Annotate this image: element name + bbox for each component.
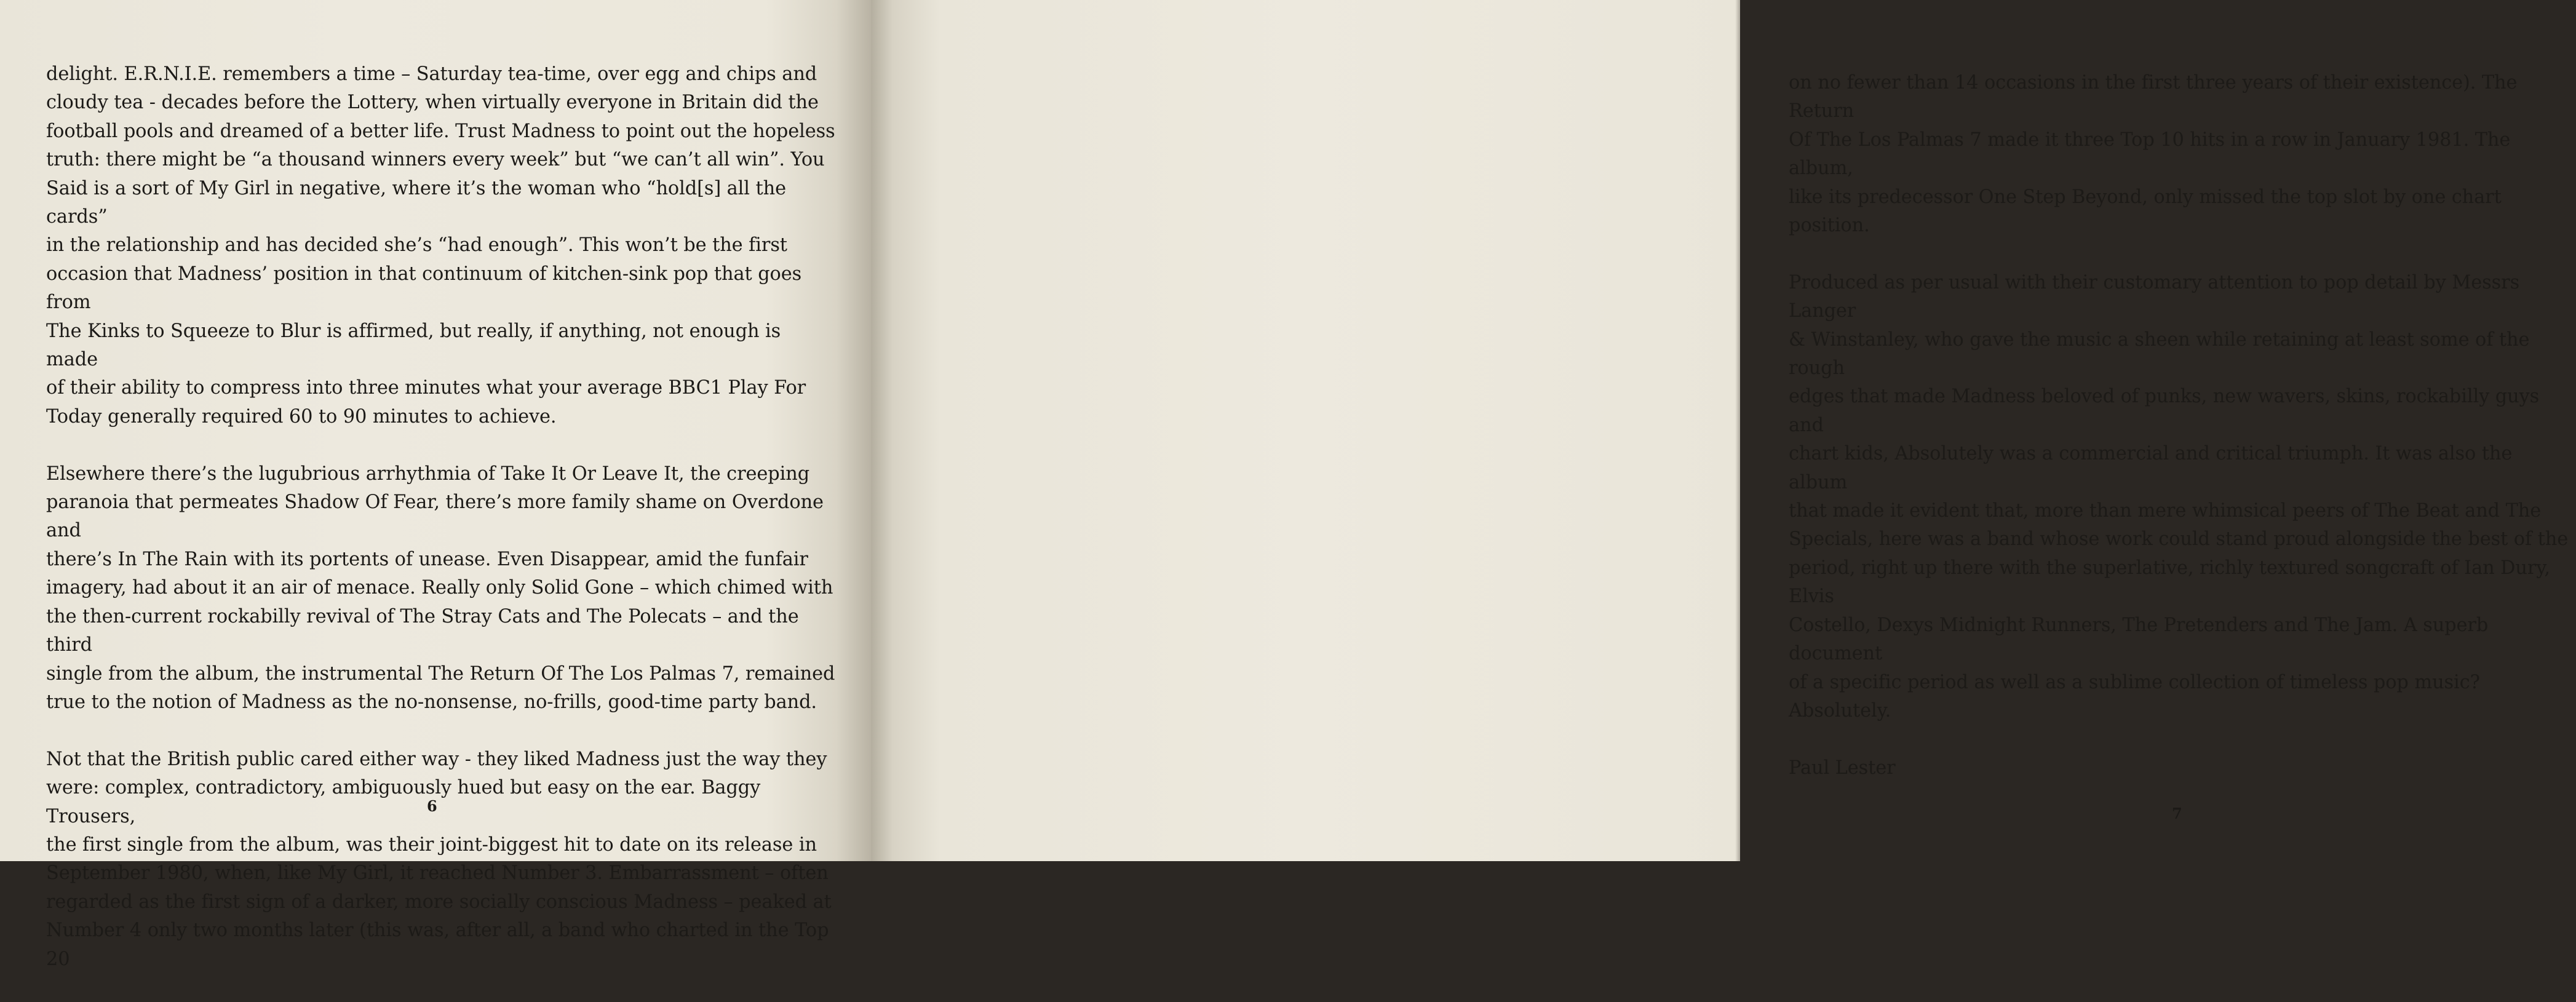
page-number-7: 7 <box>2172 805 2182 822</box>
left-page <box>0 0 871 970</box>
left-paragraph-3: Not that the British public cared either way - they liked Madness just the way they were: complex, contradictory, ambiguously hued but easy on the ear. Baggy Trousers, the first single from the album, was their joint-biggest hit to date on its release in September 1980, when, like My Girl, it reached Number 3. Embarrassment – often regarded as the first sign of a darker, more socially conscious Madness – peaked at Number 4 only two months later (this was, after all, a band who charted in the Top 20 <box>46 748 832 970</box>
right-page-body <box>1789 69 2576 782</box>
left-paragraph-1: delight. E.R.N.I.E. remembers a time – Saturday tea-time, over egg and chips and cloudy tea - decades before the Lottery, when virtually everyone in Britain did the football pools and dreamed of a better life. Trust Madness to point out the hopeless truth: there might be “a thousand winners every week” but “we can’t all win”. You Said is a sort of My Girl in negative, where it’s the woman who “hold[s] all the cards” in the relationship and has decided she’s “had enough”. This won’t be the first occasion that Madness’ position in that continuum of kitchen-sink pop that goes from The Kinks to Squeeze to Blur is affirmed, but really, if anything, not enough is made of their ability to compress into three minutes what your average BBC1 Play For Today generally required 60 to 90 minutes to achieve. <box>46 63 835 427</box>
right-page <box>871 0 2569 861</box>
right-paragraph-1: on no fewer than 14 occasions in the first three years of their existence). The Return Of The Los Palmas 7 made it three Top 10 hits in a row in January 1981. The album, like its predecessor One Step Beyond, only missed the top slot by one chart position. <box>1789 72 2518 237</box>
page-number-6: 6 <box>427 797 437 815</box>
author-signature: Paul Lester <box>1789 757 1896 779</box>
right-paragraph-2: Produced as per usual with their customary attention to pop detail by Messrs Langer & Winstanley, who gave the music a sheen while retaining at least some of the rough edges that made Madness beloved of punks, new wavers, skins, rockabilly guys and chart kids, Absolutely was a commercial and critical triumph. It was also the album that made it evident that, more than mere whimsical peers of The Beat and The Specials, here was a band whose work could stand proud alongside the best of the period, right up there with the superlative, richly textured songcraft of Ian Dury, Elvis Costello, Dexys Midnight Runners, The Pretenders and The Jam. A superb document of a specific period as well as a sublime collection of timeless pop music? Absolutely. <box>1789 271 2569 722</box>
left-page-body <box>46 60 837 1002</box>
left-paragraph-2: Elsewhere there’s the lugubrious arrhythmia of Take It Or Leave It, the creeping paranoia that permeates Shadow Of Fear, there’s more family shame on Overdone and there’s In The Rain with its portents of unease. Even Disappear, amid the funfair imagery, had about it an air of menace. Really only Solid Gone – which chimed with the then-current rockabilly revival of The Stray Cats and The Polecats – and the third single from the album, the instrumental The Return Of The Los Palmas 7, remained true to the notion of Madness as the no-nonsense, no-frills, good-time party band. <box>46 463 835 713</box>
